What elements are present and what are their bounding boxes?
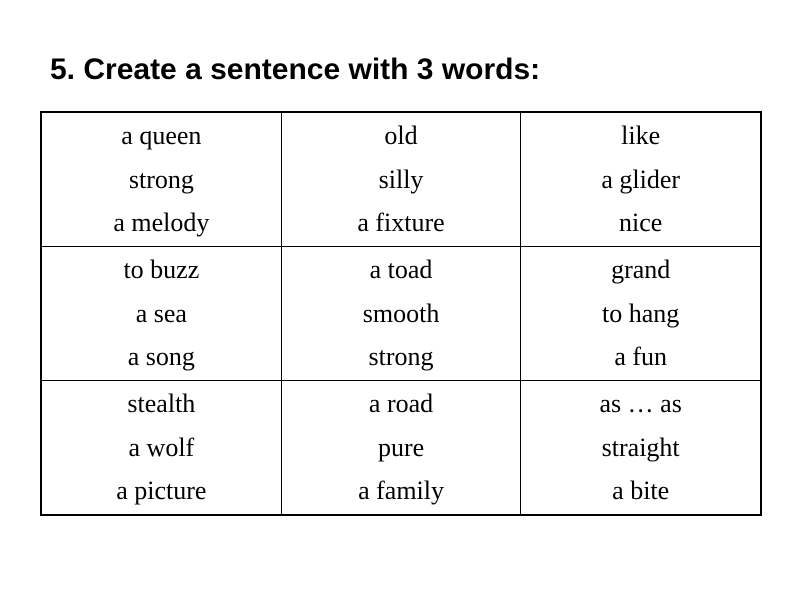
table-cell [281,381,521,516]
word: to hang [602,298,680,328]
word: a picture [116,476,207,506]
word: strong [368,342,434,372]
word: straight [601,432,680,462]
table-cell [521,112,761,247]
word: a glider [601,164,681,194]
word: strong [128,164,194,194]
word: a toad [369,255,433,285]
page-title: 5. Create a sentence with 3 words: [50,53,541,86]
word: smooth [362,298,440,328]
table-cell [521,381,761,516]
word: to buzz [123,255,200,285]
word: a queen [121,121,202,151]
table-row [41,112,761,247]
table-cell [41,247,281,381]
table-cell [281,112,521,247]
word: old [384,121,418,151]
word: a family [358,476,444,506]
word: a wolf [128,432,195,462]
table-row [41,247,761,381]
word: nice [619,208,663,238]
word: grand [611,255,671,285]
word: a sea [135,298,187,328]
table-cell [41,381,281,516]
word: silly [378,164,424,194]
word-table [40,111,762,516]
word: a bite [612,476,670,506]
table-row [41,381,761,516]
word: a song [127,342,195,372]
table-cell [281,247,521,381]
word: stealth [127,389,196,419]
word: a melody [113,208,210,238]
word: like [621,121,661,151]
table-cell [521,247,761,381]
table-cell [41,112,281,247]
word: a fixture [357,208,445,238]
word: pure [377,432,425,462]
word: as … as [599,389,682,419]
word: a road [368,389,434,419]
word: a fun [614,342,668,372]
